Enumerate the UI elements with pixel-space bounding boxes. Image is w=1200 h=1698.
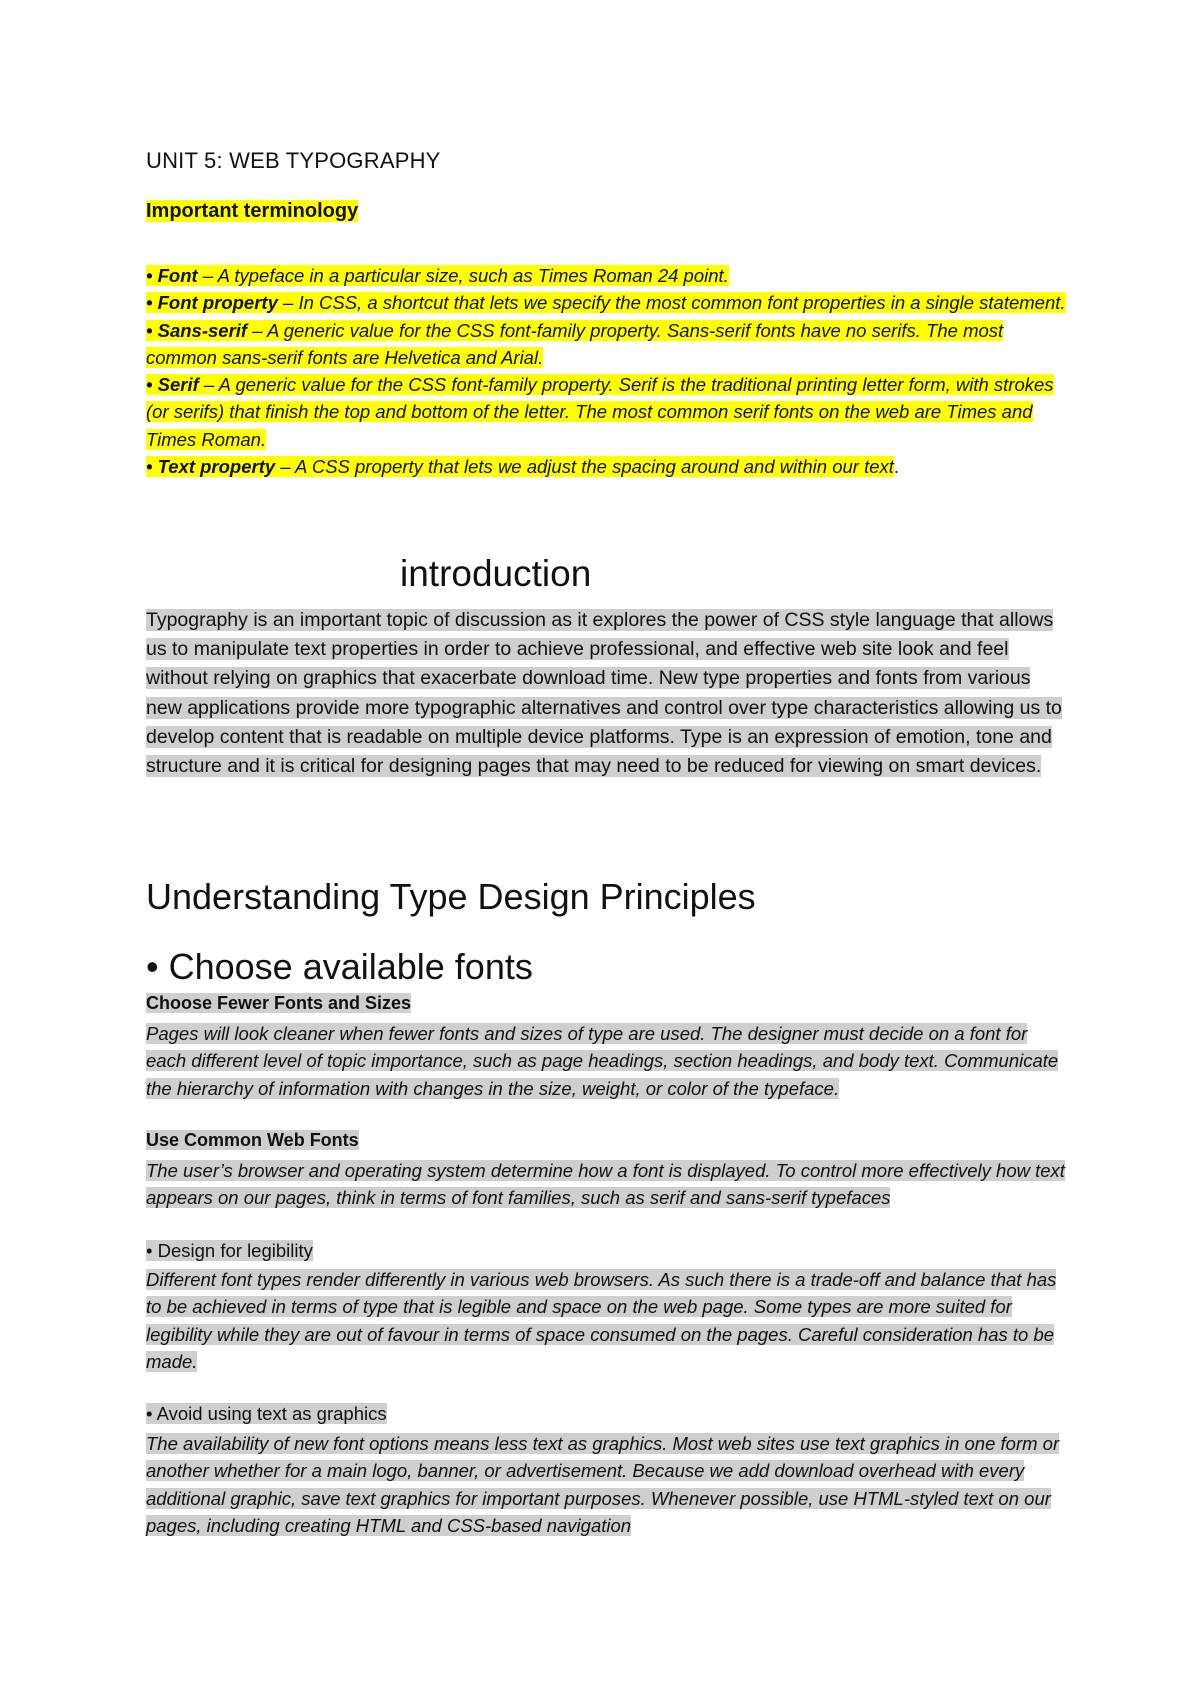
introduction-heading: introduction [400, 553, 592, 594]
unit-title: UNIT 5: WEB TYPOGRAPHY [146, 148, 441, 173]
section-title-common-fonts: Use Common Web Fonts [146, 1130, 359, 1150]
term-name: Font [157, 265, 198, 286]
term-definition: – In CSS, a shortcut that lets we specify the most common font properties in a single statement. [277, 292, 1066, 314]
term-item: • Sans-serif – A generic value for the CSS font-family property. Sans-serif fonts have no serifs. The most common sans-serif fonts are Helvetica and Arial. [146, 319, 1004, 368]
term-definition: – A generic value for the CSS font-family property. Sans-serif fonts have no serifs. The most common sans-serif fonts are Helvetica and Arial. [146, 319, 1004, 368]
term-name: Serif [157, 374, 199, 396]
term-name: Sans-serif [157, 319, 248, 341]
term-definition: – A CSS property that lets we adjust the spacing around and within our text [275, 456, 894, 478]
section-title-fewer-fonts: Choose Fewer Fonts and Sizes [146, 993, 412, 1013]
section-title-legibility: • Design for legibility [146, 1240, 313, 1261]
term-trailing-period: . [893, 456, 900, 478]
terminology-list [146, 262, 1066, 480]
section-body-text-graphics: The availability of new font options means less text as graphics. Most web sites use text graphics in one form or another whether for a main logo, banner, or advertisement. Because we add download overhead with every additional graphic, save text graphics for important purposes. Whenever possible, use HTML-styled text on our pages, including creating HTML and CSS-based navigation [146, 1433, 1060, 1536]
term-item: • Serif – A generic value for the CSS font-family property. Serif is the traditional printing letter form, with strokes (or serifs) that finish the top and bottom of the letter. The most common serif fonts on the web are Times and Times Roman. [146, 374, 1054, 450]
introduction-paragraph: Typography is an important topic of discussion as it explores the power of CSS style language that allows us to manipulate text properties in order to achieve professional, and effective web site look and feel without relying on graphics that exacerbate download time. New type properties and fonts from various new applications provide more typographic alternatives and control over type characteristics allowing us to develop content that is readable on multiple device platforms. Type is an expression of emotion, tone and structure and it is critical for designing pages that may need to be reduced for viewing on smart devices. [146, 609, 1062, 778]
terminology-heading [146, 200, 1066, 223]
term-definition: – A generic value for the CSS font-family property. Serif is the traditional printing letter form, with strokes (or serifs) that finish the top and bottom of the letter. The most common serif fonts on the web are Times and Times Roman. [146, 374, 1054, 450]
principles-heading: Understanding Type Design Principles [146, 876, 756, 917]
section-body-fewer-fonts: Pages will look cleaner when fewer fonts and sizes of type are used. The designer must decide on a font for each different level of topic importance, such as page headings, section headings, and body text. Communicate the hierarchy of information with changes in the size, weight, or color of the typeface. [146, 1023, 1059, 1099]
section-body-legibility: Different font types render differently in various web browsers. As such there is a trade-off and balance that has to be achieved in terms of type that is legible and space on the web page. Some types are more suited for legibility while they are out of favour in terms of space consumed on the pages. Careful consideration has to be made. [146, 1269, 1057, 1372]
choose-fonts-heading: • Choose available fonts [146, 946, 533, 987]
term-item: • Text property – A CSS property that lets we adjust the spacing around and within our text [146, 456, 894, 478]
term-name: Text property [157, 456, 276, 478]
term-item: • Font – A typeface in a particular size, such as Times Roman 24 point. [146, 265, 729, 286]
section-body-common-fonts: The user’s browser and operating system determine how a font is displayed. To control more effectively how text appears on our pages, think in terms of font families, such as serif and sans-serif typefaces [146, 1160, 1065, 1209]
term-definition: – A typeface in a particular size, such as Times Roman 24 point. [197, 265, 729, 286]
section-title-text-graphics: • Avoid using text as graphics [146, 1403, 387, 1424]
term-item: • Font property – In CSS, a shortcut that lets we specify the most common font properties in a single statement. [146, 292, 1066, 314]
terminology-heading-text: Important terminology [146, 200, 359, 222]
term-name: Font property [157, 292, 278, 314]
